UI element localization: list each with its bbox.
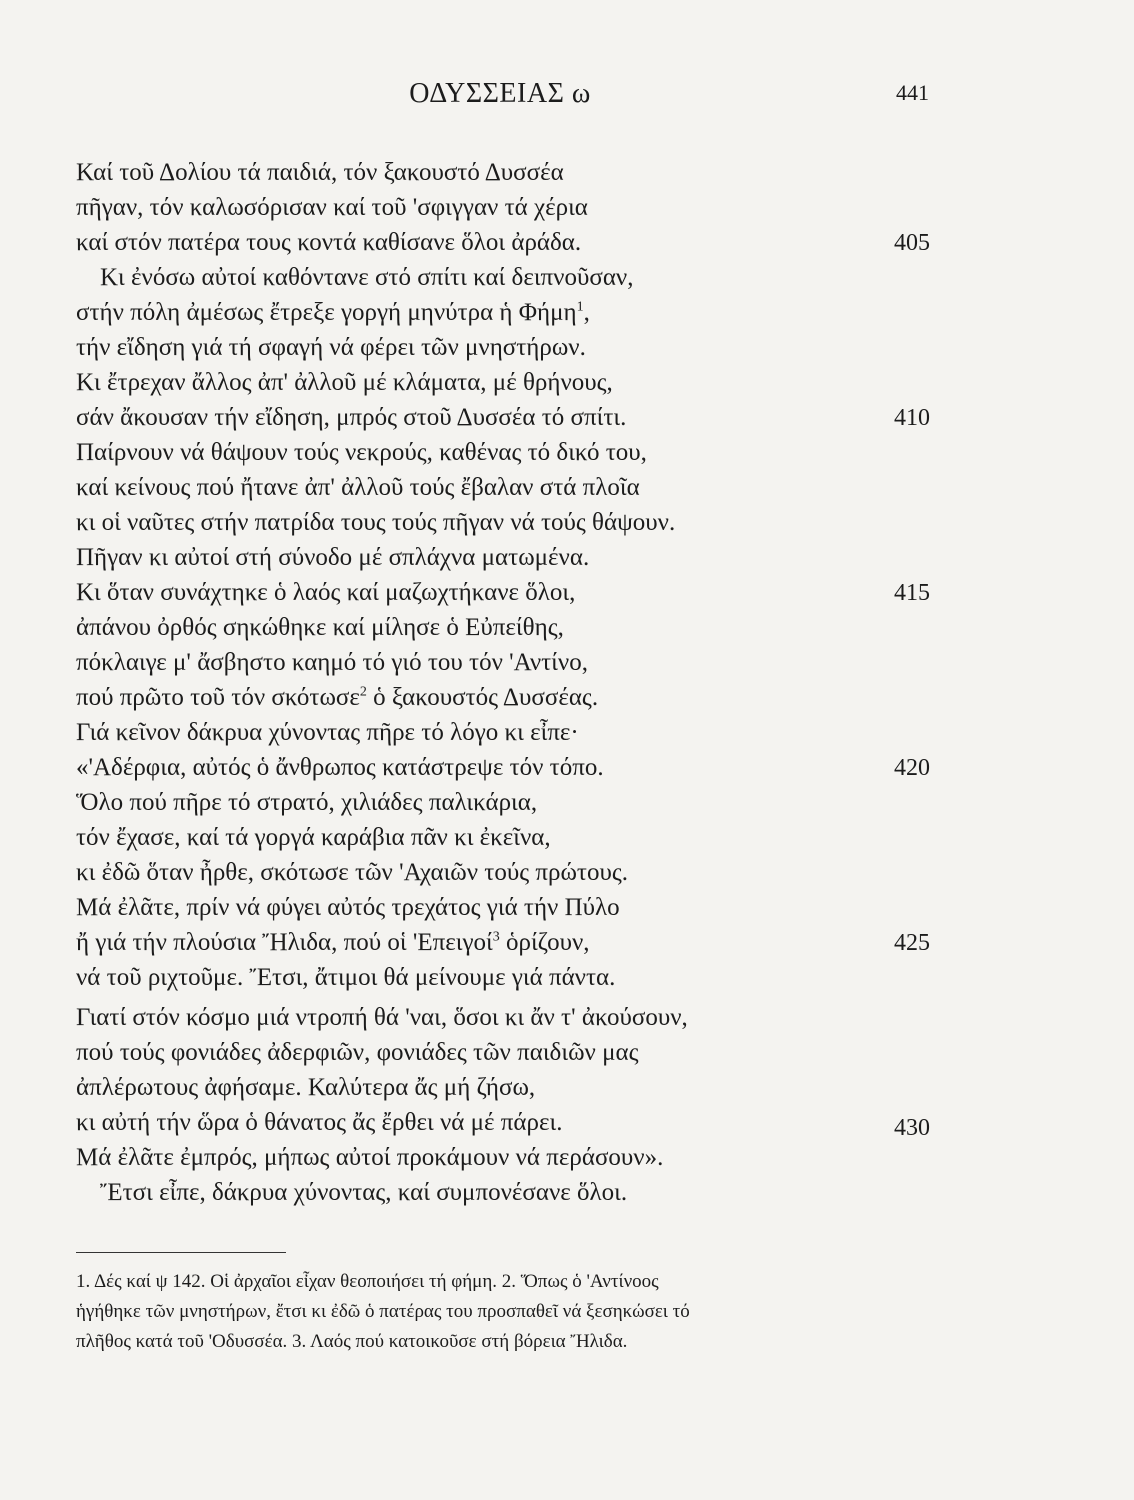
verse-line: Κι ὅταν συνάχτηκε ὁ λαός καί μαζωχτήκανε ὅλοι, — [76, 579, 576, 606]
verse-line: καί στόν πατέρα τους κοντά καθίσανε ὅλοι ἀράδα. — [76, 229, 582, 256]
verse-line — [76, 683, 846, 713]
verse-line: Κι ἔτρεχαν ἄλλος ἀπ' ἀλλοῦ μέ κλάματα, μέ θρήνους, — [76, 369, 613, 396]
footnote-line: ἡγήθηκε τῶν μνηστήρων, ἔτσι κι ἐδῶ ὁ πατέρας του προσπαθεῖ νά ξεσηκώσει τό — [76, 1301, 690, 1322]
verse-line — [76, 298, 846, 328]
verse-line: κι οἱ ναῦτες στήν πατρίδα τους τούς πῆγαν νά τούς θάψουν. — [76, 509, 676, 536]
running-header: ΟΔΥΣΣΕΙΑΣ ω — [409, 78, 591, 109]
line-number: 420 — [894, 755, 930, 781]
verse-line: Μά ἐλᾶτε, πρίν νά φύγει αὐτός τρεχάτος γιά τήν Πύλο — [76, 894, 620, 921]
verse-text: , — [583, 299, 590, 326]
verse-line: Γιατί στόν κόσμο μιά ντροπή θά 'ναι, ὅσοι κι ἄν τ' ἀκούσουν, — [76, 1004, 688, 1031]
verse-line: Κι ἐνόσω αὐτοί καθόντανε στό σπίτι καί δειπνοῦσαν, — [100, 264, 634, 291]
line-number: 410 — [894, 405, 930, 431]
verse-line: νά τοῦ ριχτοῦμε. Ἔτσι, ἄτιμοι θά μείνουμε γιά πάντα. — [76, 964, 616, 991]
verse-line: πῆγαν, τόν καλωσόρισαν καί τοῦ 'σφιγγαν τά χέρια — [76, 194, 588, 221]
footnote-line: 1. Δές καί ψ 142. Οἱ ἀρχαῖοι εἶχαν θεοποιήσει τή φήμη. 2. Ὅπως ὁ 'Αντίνοος — [76, 1271, 659, 1292]
verse-line: Ὅλο πού πῆρε τό στρατό, χιλιάδες παλικάρια, — [76, 789, 538, 816]
verse-text: ἤ γιά τήν πλούσια Ἤλιδα, πού οἱ 'Επειγοί — [76, 929, 493, 956]
line-number: 425 — [894, 930, 930, 956]
footnote-ref: 1 — [576, 299, 584, 315]
verse-line: Καί τοῦ Δολίου τά παιδιά, τόν ξακουστό Δυσσέα — [76, 159, 564, 186]
footnote-ref: 2 — [359, 684, 367, 700]
verse-line: κι ἐδῶ ὅταν ἦρθε, σκότωσε τῶν 'Αχαιῶν τούς πρώτους. — [76, 859, 629, 886]
verse-line: Μά ἐλᾶτε ἐμπρός, μήπως αὐτοί προκάμουν νά περάσουν». — [76, 1144, 664, 1171]
verse-line: τήν εἴδηση γιά τή σφαγή νά φέρει τῶν μνηστήρων. — [76, 334, 586, 361]
verse-text: ὁ ξακουστός Δυσσέας. — [366, 684, 599, 711]
verse-line: «'Αδέρφια, αὐτός ὁ ἄνθρωπος κατάστρεψε τόν τόπο. — [76, 754, 604, 781]
verse-line: τόν ἔχασε, καί τά γοργά καράβια πᾶν κι ἐκεῖνα, — [76, 824, 551, 851]
verse-text: πού πρῶτο τοῦ τόν σκότωσε — [76, 684, 360, 711]
footnote-ref: 3 — [492, 929, 500, 945]
verse-line — [76, 928, 846, 958]
verse-line: Γιά κεῖνον δάκρυα χύνοντας πῆρε τό λόγο κι εἶπε· — [76, 719, 579, 746]
verse-line: σάν ἄκουσαν τήν εἴδηση, μπρός στοῦ Δυσσέα τό σπίτι. — [76, 404, 627, 431]
footnote-line: πλῆθος κατά τοῦ 'Οδυσσέα. 3. Λαός πού κατοικοῦσε στή βόρεια Ἤλιδα. — [76, 1331, 628, 1352]
footnote-divider — [76, 1252, 286, 1253]
verse-line: πόκλαιγε μ' ἄσβηστο καημό τό γιό του τόν 'Αντίνο, — [76, 649, 588, 676]
verse-text: στήν πόλη ἀμέσως ἔτρεξε γοργή μηνύτρα ἡ Φήμη — [76, 299, 577, 326]
verse-line: κι αὐτή τήν ὥρα ὁ θάνατος ἄς ἔρθει νά μέ πάρει. — [76, 1109, 563, 1136]
line-number: 405 — [894, 230, 930, 256]
verse-line: Πῆγαν κι αὐτοί στή σύνοδο μέ σπλάχνα ματωμένα. — [76, 544, 590, 571]
verse-line: ἀπλέρωτους ἀφήσαμε. Καλύτερα ἄς μή ζήσω, — [76, 1074, 536, 1101]
page-number: 441 — [896, 80, 929, 105]
verse-line: καί κείνους πού ἤτανε ἀπ' ἀλλοῦ τούς ἔβαλαν στά πλοῖα — [76, 474, 640, 501]
verse-line: Ἔτσι εἶπε, δάκρυα χύνοντας, καί συμπονέσανε ὅλοι. — [100, 1179, 628, 1206]
line-number: 430 — [894, 1115, 930, 1141]
verse-text: ὁρίζουν, — [499, 929, 590, 956]
verse-line: ἀπάνου ὀρθός σηκώθηκε καί μίλησε ὁ Εὐπείθης, — [76, 614, 564, 641]
line-number: 415 — [894, 580, 930, 606]
verse-line: πού τούς φονιάδες ἀδερφιῶν, φονιάδες τῶν παιδιῶν μας — [76, 1039, 639, 1066]
verse-line: Παίρνουν νά θάψουν τούς νεκρούς, καθένας τό δικό του, — [76, 439, 647, 466]
